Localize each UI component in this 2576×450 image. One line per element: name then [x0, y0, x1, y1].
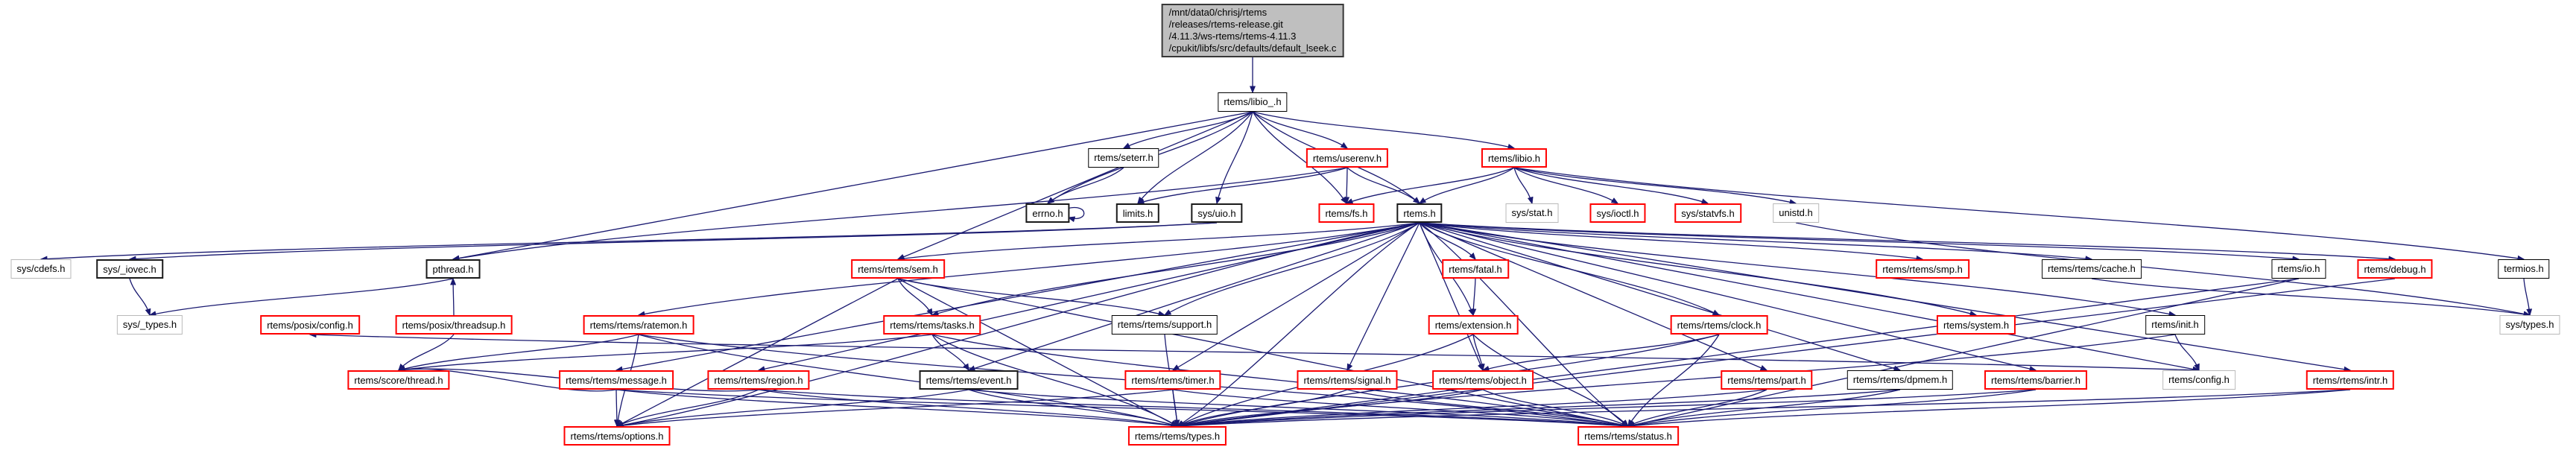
- edge-signal-to-status: [1347, 390, 1628, 426]
- edge-extension-to-object: [1473, 335, 1483, 370]
- node-limits[interactable]: [1116, 203, 1159, 223]
- node-userenv[interactable]: [1306, 148, 1388, 168]
- node-label: rtems/rtems/intr.h: [2312, 375, 2388, 386]
- node-clock[interactable]: [1671, 315, 1768, 335]
- node-statvfs[interactable]: [1674, 203, 1741, 223]
- node-status[interactable]: [1577, 426, 1679, 446]
- node-object[interactable]: [1432, 370, 1534, 390]
- node-label: rtems/io.h: [2277, 263, 2320, 274]
- node-label: termios.h: [2504, 263, 2544, 274]
- edge-sem-to-options: [617, 279, 898, 426]
- edge-rtems_h-to-options: [617, 223, 1420, 426]
- node-label: /mnt/data0/chrisj/rtems: [1168, 7, 1268, 18]
- node-iovec[interactable]: [96, 259, 163, 279]
- node-label: unistd.h: [1779, 207, 1813, 218]
- edge-message-to-options: [616, 390, 617, 426]
- edge-message-to-rrtypes: [616, 390, 1177, 426]
- edge-fatal-to-extension: [1473, 279, 1475, 315]
- edge-io-to-rrtypes: [1177, 279, 2299, 426]
- edge-userenv-to-fs: [1346, 168, 1347, 203]
- node-debug[interactable]: [2357, 259, 2432, 279]
- node-label: rtems/rtems/region.h: [714, 375, 803, 386]
- node-label: sys/types.h: [2505, 319, 2554, 330]
- edge-uio-to-cdefs: [41, 223, 1217, 259]
- edge-rtems_h-to-smp: [1420, 223, 1922, 259]
- node-signal[interactable]: [1297, 370, 1397, 390]
- node-label: rtems/system.h: [1943, 320, 2010, 331]
- node-smp[interactable]: [1876, 259, 1969, 279]
- edge-rtems_h-to-debug: [1420, 223, 2395, 259]
- node-event[interactable]: [920, 370, 1019, 390]
- edge-rtems_h-to-message: [616, 223, 1420, 370]
- node-label: rtems/rtems/cache.h: [2048, 263, 2136, 274]
- node-root: [1162, 4, 1344, 57]
- edge-signal-to-rrtypes: [1177, 390, 1347, 426]
- node-label: rtems/libio_.h: [1224, 96, 1282, 107]
- node-label: rtems/rtems/part.h: [1727, 375, 1806, 386]
- edge-io-to-status: [1628, 279, 2299, 426]
- edge-timer-to-status: [1173, 390, 1628, 426]
- edge-cache-to-sys_types: [2092, 279, 2530, 315]
- node-label: rtems/libio.h: [1487, 153, 1541, 164]
- node-threadsup[interactable]: [396, 315, 513, 335]
- node-rrtypes[interactable]: [1128, 426, 1227, 446]
- edge-rtems_h-to-dpmem: [1420, 223, 1900, 370]
- edge-part-to-rrtypes: [1177, 390, 1767, 426]
- edge-region-to-options: [617, 390, 759, 426]
- node-tasks[interactable]: [883, 315, 981, 335]
- node-label: rtems/extension.h: [1434, 320, 1512, 331]
- node-label: rtems/rtems/sem.h: [858, 264, 938, 275]
- node--types[interactable]: [117, 315, 183, 335]
- edge-sem-to-status: [898, 279, 1628, 426]
- node-rtems-h[interactable]: [1396, 203, 1442, 223]
- node-termios[interactable]: [2498, 259, 2549, 279]
- node-intr[interactable]: [2306, 370, 2394, 390]
- edge-libio-to-statvfs: [1514, 168, 1708, 203]
- node-libio[interactable]: [1481, 148, 1547, 168]
- edge-libio_-to-uio: [1217, 112, 1253, 203]
- node-label: rtems/config.h: [2168, 374, 2230, 385]
- node-errno[interactable]: [1025, 203, 1069, 223]
- node-extension[interactable]: [1428, 315, 1519, 335]
- node-label: sys/cdefs.h: [16, 263, 66, 274]
- edge-rtems_h-to-support: [1165, 223, 1420, 315]
- node-dpmem[interactable]: [1847, 370, 1953, 390]
- node-part[interactable]: [1721, 370, 1812, 390]
- edge-rtems_h-to-io: [1420, 223, 2299, 259]
- edge-libio-to-fs: [1346, 168, 1514, 203]
- edge-libio_-to-userenv: [1253, 112, 1347, 148]
- node-label: rtems/rtems/event.h: [925, 375, 1012, 386]
- edge-clock-to-object: [1483, 335, 1719, 370]
- node-label: rtems/fatal.h: [1449, 264, 1502, 275]
- edge-rtems_h-to-sem: [898, 223, 1420, 259]
- edge-rtems_h-to-ratemon: [639, 223, 1420, 315]
- edge-rtems_h-to-intr: [1420, 223, 2350, 370]
- node-config[interactable]: [2162, 370, 2235, 390]
- node-timer[interactable]: [1124, 370, 1221, 390]
- node-label: rtems/rtems/tasks.h: [890, 320, 975, 331]
- node-label: rtems/rtems/clock.h: [1677, 320, 1762, 331]
- node-uio[interactable]: [1191, 203, 1242, 223]
- edge-message-to-status: [616, 390, 1628, 426]
- node-label: rtems.h: [1403, 208, 1436, 219]
- edge-termios-to-sys_types: [2524, 279, 2530, 315]
- node-stat[interactable]: [1506, 203, 1559, 223]
- node-label: rtems/rtems/signal.h: [1303, 375, 1391, 386]
- edge-libio-to-ioctl: [1514, 168, 1618, 203]
- edge-init-to-config: [2175, 335, 2199, 370]
- edge-userenv-to-limits: [1138, 168, 1347, 203]
- edge-tasks-to-event: [932, 335, 969, 370]
- edge-event-to-options: [617, 390, 969, 426]
- node-label: sys/_iovec.h: [103, 264, 156, 275]
- edge-event-to-rrtypes: [969, 390, 1177, 426]
- node-label: rtems/rtems/object.h: [1439, 375, 1527, 386]
- node-message[interactable]: [559, 370, 674, 390]
- edge-rtems_h-to-signal: [1347, 223, 1420, 370]
- edge-object-to-rrtypes: [1177, 390, 1483, 426]
- node-ioctl[interactable]: [1589, 203, 1645, 223]
- edge-region-to-rrtypes: [759, 390, 1177, 426]
- node-label: rtems/rtems/message.h: [566, 375, 667, 386]
- node-system[interactable]: [1937, 315, 2016, 335]
- edge-libio_-to-libio: [1253, 112, 1514, 148]
- node-label: rtems/rtems/support.h: [1117, 319, 1212, 330]
- node-label: sys/stat.h: [1511, 207, 1553, 218]
- edge-seterr-to-errno: [1048, 168, 1124, 203]
- node-label: rtems/rtems/timer.h: [1131, 375, 1215, 386]
- edge-libio_-to-sem: [898, 112, 1253, 259]
- node-label: rtems/score/thread.h: [354, 375, 443, 386]
- node-sem[interactable]: [851, 259, 945, 279]
- edge-rtems_h-to-part: [1420, 223, 1767, 370]
- node-label: rtems/posix/config.h: [267, 320, 353, 331]
- node-label: rtems/rtems/status.h: [1584, 431, 1672, 442]
- node-posix-config[interactable]: [260, 315, 360, 335]
- node-cache[interactable]: [2042, 259, 2142, 279]
- node-thread[interactable]: [347, 370, 449, 390]
- edge-dpmem-to-status: [1628, 390, 1900, 426]
- edge-timer-to-options: [617, 390, 1173, 426]
- edge-sem-to-support: [898, 279, 1165, 315]
- node-label: rtems/seterr.h: [1094, 152, 1153, 163]
- edge-pthread-to-_types: [150, 279, 453, 315]
- edge-sem-to-tasks: [898, 279, 932, 315]
- node-label: errno.h: [1032, 208, 1063, 219]
- node-unistd[interactable]: [1773, 203, 1819, 223]
- edge-uio-to-iovec: [130, 223, 1217, 259]
- edge-libio-to-termios: [1511, 168, 2524, 259]
- edge-intr-to-rrtypes: [1177, 390, 2350, 426]
- edge-object-to-status: [1483, 390, 1628, 426]
- node-region[interactable]: [707, 370, 809, 390]
- node-label: /releases/rtems-release.git: [1168, 19, 1283, 30]
- edge-tasks-to-thread: [399, 335, 932, 370]
- edge-event-to-status: [969, 390, 1628, 426]
- node-label: limits.h: [1122, 208, 1153, 219]
- edge-clock-to-status: [1628, 335, 1719, 426]
- node-label: rtems/userenv.h: [1312, 153, 1382, 164]
- edge-barrier-to-rrtypes: [1177, 390, 2036, 426]
- edge-rtems_h-to-barrier: [1420, 223, 2036, 370]
- node-label: rtems/rtems/ratemon.h: [589, 320, 688, 331]
- edge-iovec-to-_types: [130, 279, 150, 315]
- edge-threadsup-to-thread: [399, 335, 454, 370]
- edge-rtems_h-to-timer: [1173, 223, 1420, 370]
- node-ratemon[interactable]: [583, 315, 694, 335]
- node-label: rtems/rtems/dpmem.h: [1852, 374, 1948, 385]
- edge-userenv-to-rtems_h: [1347, 168, 1420, 203]
- edge-rtems_h-to-event: [969, 223, 1420, 370]
- node-label: rtems/rtems/options.h: [570, 431, 664, 442]
- edge-rtems_h-to-cache: [1420, 223, 2092, 259]
- node-label: rtems/rtems/types.h: [1134, 431, 1221, 442]
- node-fs[interactable]: [1318, 203, 1374, 223]
- edge-part-to-status: [1628, 390, 1767, 426]
- node-label: /4.11.3/ws-rtems/rtems-4.11.3: [1168, 31, 1297, 42]
- edge-dpmem-to-rrtypes: [1177, 390, 1900, 426]
- edge-ratemon-to-thread: [399, 335, 639, 370]
- node-pthread[interactable]: [426, 259, 481, 279]
- node-cdefs[interactable]: [10, 259, 71, 279]
- node-label: rtems/posix/threadsup.h: [402, 320, 506, 331]
- node-label: sys/uio.h: [1197, 208, 1236, 219]
- edge-libio_-to-pthread: [453, 112, 1253, 259]
- node-label: rtems/debug.h: [2364, 264, 2426, 275]
- edge-rtems_h-to-tasks: [932, 223, 1420, 315]
- node-label: rtems/rtems/smp.h: [1882, 264, 1963, 275]
- edge-region-to-status: [759, 390, 1628, 426]
- node-support[interactable]: [1112, 315, 1218, 335]
- edge-intr-to-status: [1628, 390, 2350, 426]
- edge-rtems_h-to-config: [1420, 223, 2199, 370]
- node-libio-[interactable]: [1218, 92, 1287, 112]
- node-label: sys/ioctl.h: [1596, 208, 1639, 219]
- edge-config-to-posix_config: [310, 335, 2199, 370]
- edge-libio-to-unistd: [1514, 168, 1796, 203]
- node-label: sys/_types.h: [122, 319, 177, 330]
- edge-rtems_h-to-region: [759, 223, 1420, 370]
- edge-threadsup-to-pthread: [453, 279, 454, 315]
- node-label: sys/statvfs.h: [1681, 208, 1735, 219]
- edge-libio-to-stat: [1514, 168, 1532, 203]
- edge-sem-to-rrtypes: [898, 279, 1177, 426]
- node-io[interactable]: [2271, 259, 2326, 279]
- edge-debug-to-rrtypes: [1177, 279, 2395, 426]
- node-init[interactable]: [2145, 315, 2205, 335]
- edge-timer-to-rrtypes: [1173, 390, 1177, 426]
- node-label: pthread.h: [432, 264, 474, 275]
- node-seterr[interactable]: [1088, 148, 1159, 168]
- edge-libio_-to-seterr: [1124, 112, 1253, 148]
- edge-libio-to-rtems_h: [1420, 168, 1514, 203]
- edge-barrier-to-status: [1628, 390, 2036, 426]
- node-sys-types[interactable]: [2499, 315, 2560, 335]
- node-label: rtems/fs.h: [1325, 208, 1368, 219]
- node-options[interactable]: [564, 426, 671, 446]
- node-label: /cpukit/libfs/src/defaults/default_lseek.c: [1168, 42, 1337, 54]
- node-label: rtems/init.h: [2151, 319, 2199, 330]
- node-fatal[interactable]: [1442, 259, 1509, 279]
- edge-rtems_h-to-object: [1420, 223, 1483, 370]
- node-label: rtems/rtems/barrier.h: [1991, 375, 2080, 386]
- node-barrier[interactable]: [1984, 370, 2087, 390]
- edge-rtems_h-to-fatal: [1420, 223, 1475, 259]
